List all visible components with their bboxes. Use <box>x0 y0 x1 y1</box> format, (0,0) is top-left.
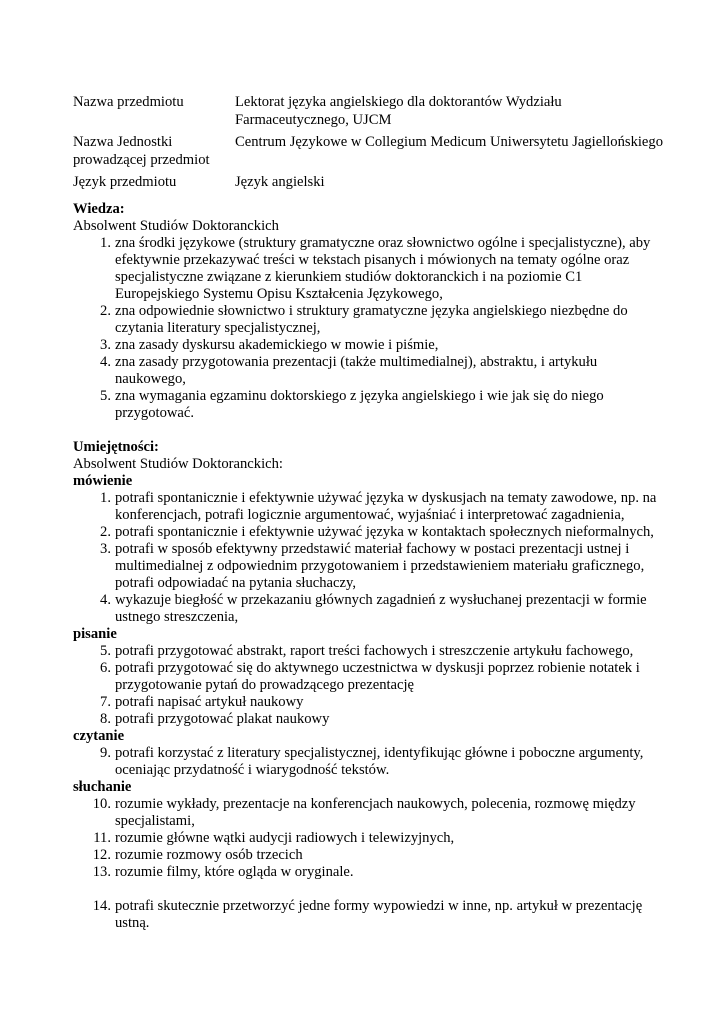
document-body <box>73 201 663 932</box>
info-value: Lektorat języka angielskiego dla doktorantów Wydziału Farmaceutycznego, UJCM <box>235 94 562 128</box>
item-text: zna odpowiednie słownictwo i struktury gramatyczne języka angielskiego niezbędne do czytania literatury specjalistycznej, <box>115 303 628 336</box>
section-heading-wiedza: Wiedza: <box>73 201 125 217</box>
info-row-language <box>73 174 673 192</box>
list-item <box>73 490 663 524</box>
list-item <box>73 643 663 660</box>
item-text: zna zasady przygotowania prezentacji (także multimedialnej), abstraktu, i artykułu naukowego, <box>115 354 598 387</box>
subsection-label-sluchanie: słuchanie <box>73 779 132 795</box>
list-item <box>73 830 663 847</box>
list-item <box>73 388 663 422</box>
item-text: potrafi spontanicznie i efektywnie używać języka w dyskusjach na tematy zawodowe, np. na konferencjach, potrafi logicznie argumentować, wyjaśniać i interpretować zagadnienia, <box>115 490 657 523</box>
course-info-table <box>73 94 673 192</box>
item-number: 8. <box>100 711 111 727</box>
item-number: 6. <box>100 660 111 676</box>
info-row-unit <box>73 134 673 174</box>
item-number: 9. <box>100 745 111 761</box>
section-intro: Absolwent Studiów Doktoranckich: <box>73 456 283 472</box>
list-item <box>73 796 663 830</box>
item-number: 11. <box>93 830 111 846</box>
list-item <box>73 337 663 354</box>
info-label: Język przedmiotu <box>73 174 177 190</box>
item-number: 3. <box>100 541 111 557</box>
list-item <box>73 354 663 388</box>
list-item <box>73 745 663 779</box>
item-text: zna zasady dyskursu akademickiego w mowie i piśmie, <box>115 337 439 353</box>
item-text: potrafi skutecznie przetworzyć jedne formy wypowiedzi w inne, np. artykuł w prezentację ustną. <box>115 898 643 931</box>
info-row-course-name <box>73 94 673 134</box>
item-number: 1. <box>100 235 111 251</box>
item-text: potrafi przygotować plakat naukowy <box>115 711 330 727</box>
item-text: potrafi napisać artykuł naukowy <box>115 694 304 710</box>
item-number: 4. <box>100 592 111 608</box>
item-text: wykazuje biegłość w przekazaniu głównych zagadnień z wysłuchanej prezentacji w formie ustnego streszczenia, <box>115 592 647 625</box>
item-text: zna wymagania egzaminu doktorskiego z języka angielskiego i wie jak się do niego przygotować. <box>115 388 604 421</box>
spacer <box>73 422 663 439</box>
czytanie-list <box>73 745 663 779</box>
list-item <box>73 235 663 303</box>
item-number: 2. <box>100 303 111 319</box>
item-number: 3. <box>100 337 111 353</box>
info-label: Nazwa Jednostki prowadzącej przedmiot <box>73 134 210 168</box>
list-item <box>73 660 663 694</box>
sluchanie-list <box>73 796 663 881</box>
list-item <box>73 847 663 864</box>
pisanie-list <box>73 643 663 728</box>
spacer <box>73 881 663 898</box>
list-item <box>73 694 663 711</box>
item-number: 2. <box>100 524 111 540</box>
item-number: 4. <box>100 354 111 370</box>
info-value: Centrum Językowe w Collegium Medicum Uniwersytetu Jagiellońskiego <box>235 134 664 150</box>
item-text: rozumie wykłady, prezentacje na konferencjach naukowych, polecenia, rozmowę między specjalistami, <box>115 796 636 829</box>
mowienie-list <box>73 490 663 626</box>
list-item <box>73 524 663 541</box>
item-text: rozumie główne wątki audycji radiowych i telewizyjnych, <box>115 830 455 846</box>
item-text: potrafi spontanicznie i efektywnie używać języka w kontaktach społecznych nieformalnych, <box>115 524 654 540</box>
item-number: 1. <box>100 490 111 506</box>
item-number: 14. <box>92 898 111 914</box>
item-text: potrafi korzystać z literatury specjalistycznej, identyfikując główne i poboczne argumenty, oceniając przydatność i wiarygodność tekstów. <box>115 745 644 778</box>
list-item <box>73 541 663 592</box>
info-label: Nazwa przedmiotu <box>73 94 184 110</box>
list-item <box>73 592 663 626</box>
item-text: potrafi w sposób efektywny przedstawić materiał fachowy w postaci prezentacji ustnej i multimedialnej z odpowiednim przygotowaniem i przedstawieniem materiału graficznego, potrafi odpowiadać na pytania słuchaczy, <box>115 541 645 591</box>
list-item <box>73 711 663 728</box>
extra-list <box>73 898 663 932</box>
item-number: 13. <box>92 864 111 880</box>
list-item <box>73 898 663 932</box>
section-intro: Absolwent Studiów Doktoranckich <box>73 218 279 234</box>
item-number: 10. <box>92 796 111 812</box>
item-number: 5. <box>100 388 111 404</box>
list-item <box>73 303 663 337</box>
item-text: potrafi przygotować się do aktywnego uczestnictwa w dyskusji poprzez robienie notatek i przygotowanie pytań do prowadzącego prezentację <box>115 660 640 693</box>
item-number: 5. <box>100 643 111 659</box>
item-number: 7. <box>100 694 111 710</box>
item-text: zna środki językowe (struktury gramatyczne oraz słownictwo ogólne i specjalistyczne), aby efektywnie przekazywać treści w tekstach pisanych i mówionych na tematy ogólne oraz specjalistyczne związane z kierunkiem studiów doktoranckich i na poziomie C1 Europejskiego Systemu Opisu Kształcenia Językowego, <box>115 235 651 302</box>
subsection-label-pisanie: pisanie <box>73 626 117 642</box>
subsection-label-czytanie: czytanie <box>73 728 125 744</box>
wiedza-list <box>73 235 663 422</box>
list-item <box>73 864 663 881</box>
info-value: Język angielski <box>235 174 325 190</box>
item-text: rozumie filmy, które ogląda w oryginale. <box>115 864 354 880</box>
item-number: 12. <box>92 847 111 863</box>
section-heading-umiejetnosci: Umiejętności: <box>73 439 159 455</box>
subsection-label-mowienie: mówienie <box>73 473 133 489</box>
item-text: potrafi przygotować abstrakt, raport treści fachowych i streszczenie artykułu fachowego, <box>115 643 634 659</box>
item-text: rozumie rozmowy osób trzecich <box>115 847 303 863</box>
